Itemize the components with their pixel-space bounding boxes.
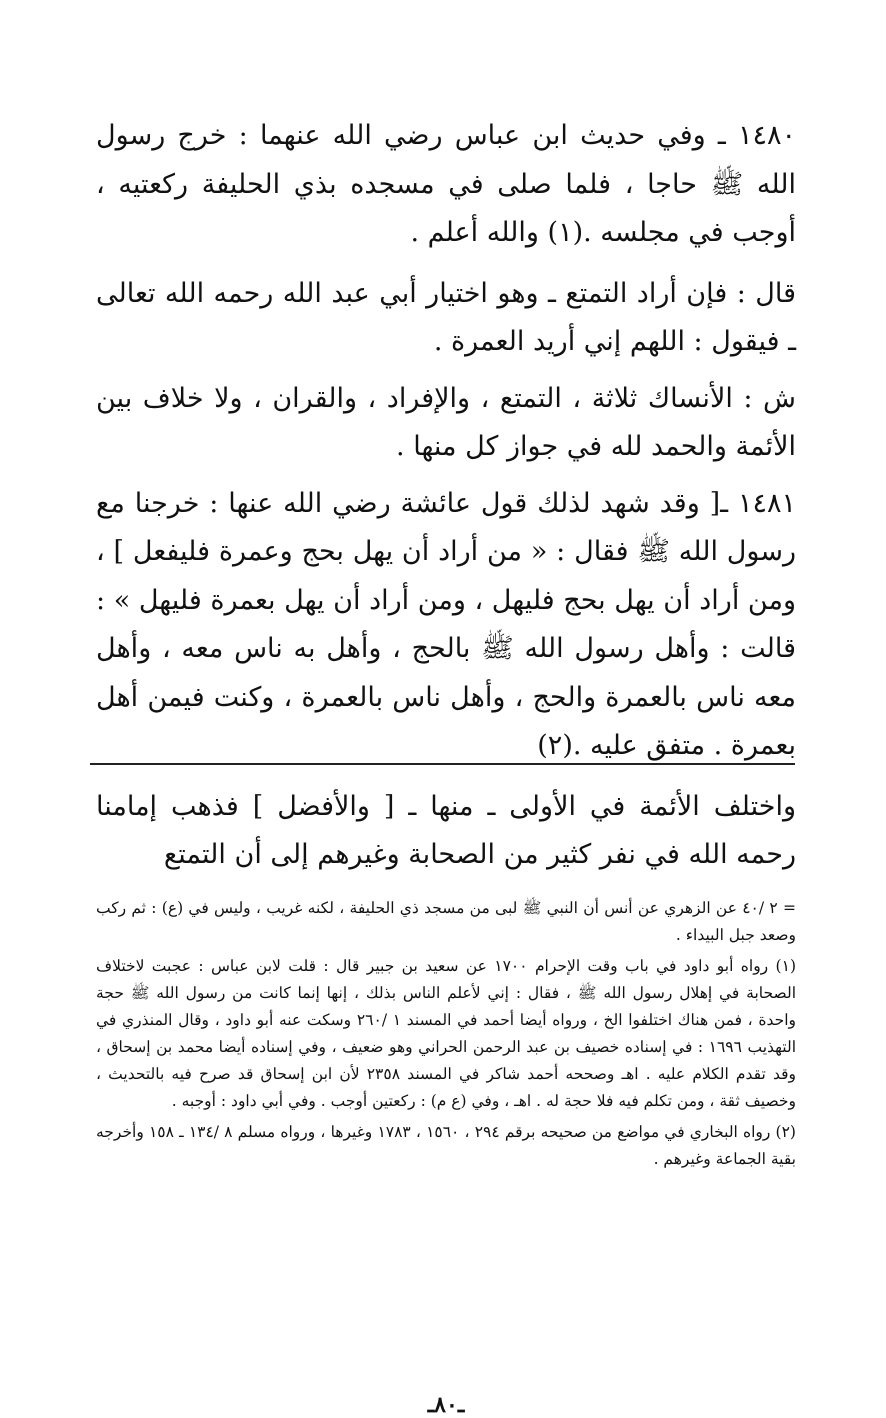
paragraph-tamattu: قال : فإن أراد التمتع ـ وهو اختيار أبي عبد الله رحمه الله تعالى ـ فيقول : اللهم إني أريد العمرة . (96, 277, 796, 357)
footnotes (96, 895, 796, 1177)
footnote-2: (٢) رواه البخاري في مواضع من صحيحه برقم ٢٩٤ ، ١٥٦٠ ، ١٧٨٣ وغيرها ، ورواه مسلم ٨ /١٣٤ ـ ١٥٨ وأخرجه بقية الجماعة وغيرهم . (96, 1123, 796, 1168)
document-page (96, 112, 797, 1418)
paragraph-1480: ١٤٨٠ ـ وفي حديث ابن عباس رضي الله عنهما : خرج رسول الله ﷺ حاجا ، فلما صلى في مسجده بذي الحليفة ركعتيه ، أوجب في مجلسه .(١) والله أعلم . (96, 120, 796, 248)
page-number: ـ٨٠ـ (427, 1392, 465, 1418)
main-text (96, 112, 796, 870)
paragraph-ikhtilaf: واختلف الأئمة في الأولى ـ منها ـ [ والأفضل ] فذهب إمامنا رحمه الله في نفر كثير من الصحابة وغيرهم إلى أن التمتع (96, 790, 796, 870)
footnote-1: (١) رواه أبو داود في باب وقت الإحرام ١٧٠٠ عن سعيد بن جبير قال : قلت لابن عباس : عجبت لاختلاف الصحابة في إهلال رسول الله ﷺ ، فقال : إني لأعلم الناس بذلك ، إنها إنما كانت من رسول الله ﷺ حجة واحدة ، فمن هناك اختلفوا الخ ، ورواه أيضا أحمد في المسند ١ /٢٦٠ وسكت عنه أبو داود ، وقال المنذري في التهذيب ١٦٩٦ : في إسناده خصيف بن عبد الرحمن الحراني وهو ضعيف ، وفي إسناده أيضا محمد بن إسحاق ، وقد تقدم الكلام عليه . اهـ وصححه أحمد شاكر في المسند ٢٣٥٨ لأن ابن إسحاق قد صرح فيه بالتحديث ، وخصيف ثقة ، ومن تكلم فيه فلا حجة له . اهـ ، وفي (ع م) : ركعتين أوجب . وفي أبي داود : أوجبه . (96, 957, 797, 1110)
footnote-divider (90, 763, 795, 765)
footnote-continued: = ٢ /٤٠ عن الزهري عن أنس أن النبي ﷺ لبى من مسجد ذي الحليفة ، لكنه غريب ، وليس في (ع) : ثم ركب وصعد جبل البيداء . (96, 899, 797, 944)
paragraph-1481: ١٤٨١ ـ[ وقد شهد لذلك قول عائشة رضي الله عنها : خرجنا مع رسول الله ﷺ فقال : « من أراد أن يهل بحج وعمرة فليفعل ] ، ومن أراد أن يهل بحج فليهل ، ومن أراد أن يهل بعمرة فليهل » : قالت : وأهل رسول الله ﷺ بالحج ، وأهل به ناس معه ، وأهل معه ناس بالعمرة والحج ، وأهل ناس بالعمرة ، وكنت فيمن أهل بعمرة . متفق عليه .(٢) (96, 487, 796, 761)
paragraph-commentary: ش : الأنساك ثلاثة ، التمتع ، والإفراد ، والقران ، ولا خلاف بين الأئمة والحمد لله في جواز كل منها . (96, 382, 796, 462)
